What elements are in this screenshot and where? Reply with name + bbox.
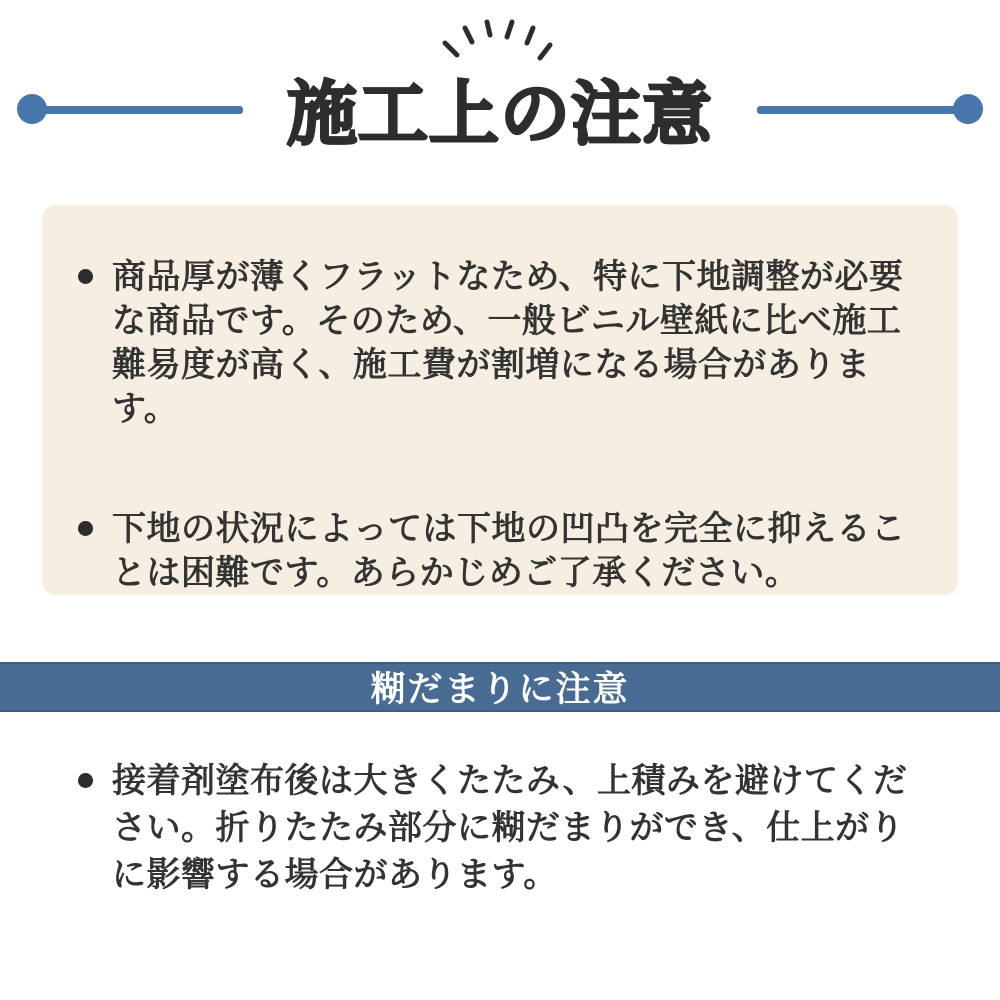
title-divider-right — [757, 106, 958, 114]
notice-item-text — [112, 255, 930, 431]
notice-item-line: とは困難です。あらかじめご了承ください。 — [112, 554, 800, 592]
glue-notes-section — [78, 758, 958, 899]
bullet-dot-icon — [78, 269, 93, 284]
notice-item-line: 難易度が高く、施工費が割増になる場合があります。 — [112, 346, 871, 428]
bullet-dot-icon — [78, 521, 93, 536]
divider-dot-icon — [953, 94, 983, 124]
notice-item-line: 下地の状況によっては下地の凹凸を完全に抑えるこ — [112, 510, 906, 548]
glue-note-line: に影響する場合があります。 — [112, 856, 558, 894]
notice-item-text — [112, 507, 906, 595]
glue-note-item — [78, 758, 958, 899]
bullet-dot-icon — [78, 773, 93, 788]
glue-warning-title: 糊だまりに注意 — [370, 670, 630, 709]
glue-note-line: さい。折りたたみ部分に糊だまりができ、仕上がり — [112, 809, 905, 847]
glue-note-text — [112, 758, 908, 899]
notice-item-line: な商品です。そのため、一般ビニル壁紙に比べ施工 — [112, 302, 902, 340]
glue-note-line: 接着剤塗布後は大きくたたみ、上積みを避けてくだ — [112, 762, 908, 800]
notice-box — [42, 205, 958, 595]
notice-item-line: 商品厚が薄くフラットなため、特に下地調整が必要 — [112, 258, 904, 296]
glue-warning-banner — [0, 662, 1000, 712]
notice-item — [78, 507, 930, 595]
page-title: 施工上の注意 — [287, 75, 713, 153]
notice-item — [78, 255, 930, 431]
sparkle-burst-icon — [420, 8, 580, 68]
